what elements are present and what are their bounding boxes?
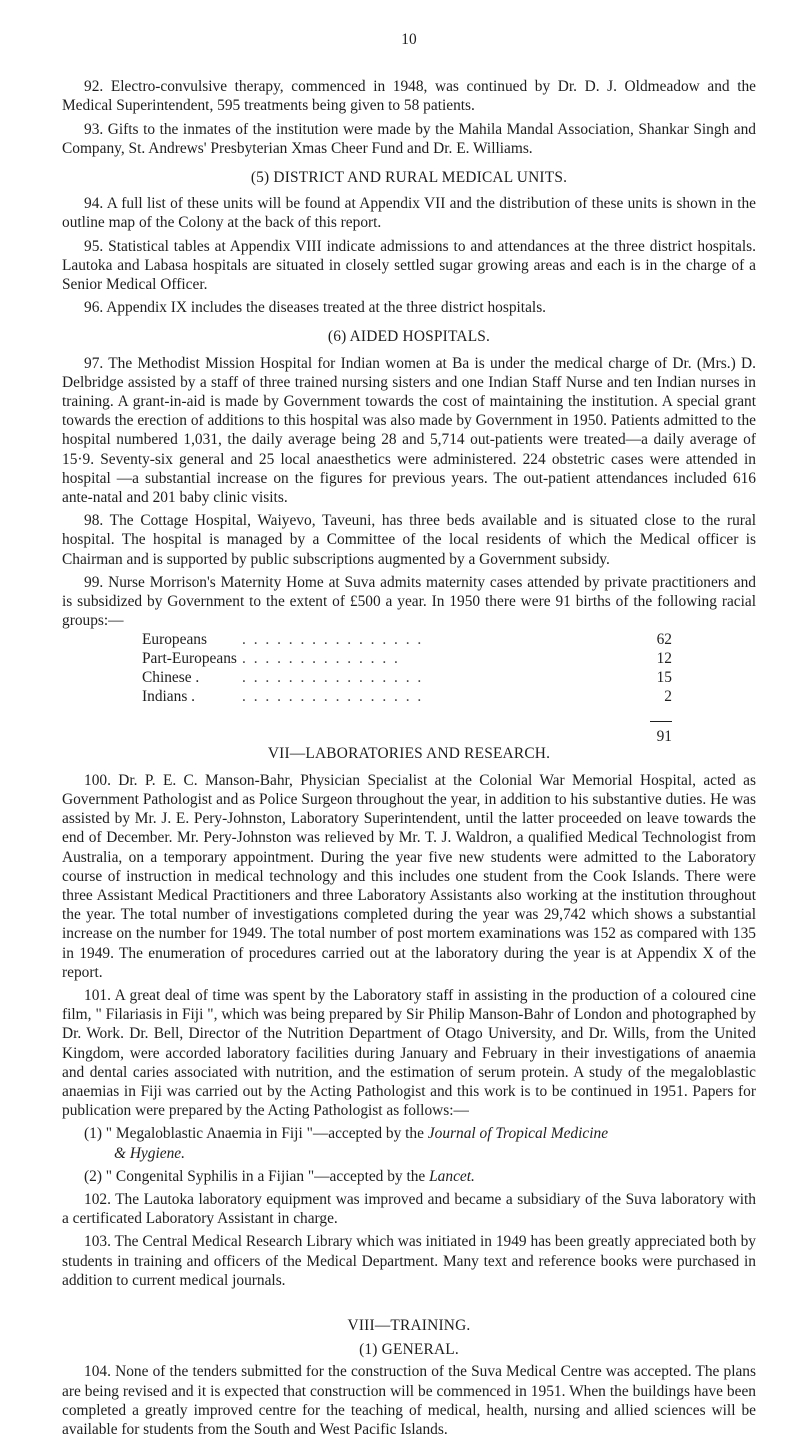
paragraph-102: 102. The Lautoka laboratory equipment was improved and became a subsidiary of the Suva laboratory with a certificated Laboratory Assistant in charge. (62, 1190, 756, 1228)
publication-1-text: (1) " Megaloblastic Anaemia in Fiji "—accepted by the (84, 1125, 428, 1143)
births-count: 12 (656, 650, 672, 668)
births-count: 15 (656, 669, 672, 687)
table-row (142, 649, 672, 668)
publication-2-text: (2) " Congenital Syphilis in a Fijian "—accepted by the (84, 1167, 430, 1185)
paragraph-95: 95. Statistical tables at Appendix VIII indicate admissions to and attendances at the three district hospitals. Lautoka and Labasa hospitals are situated in closely settled sugar growing areas and each is in the charge of a Senior Medical Officer. (62, 237, 756, 294)
leader-dots: . . . . . . . . . . . . . . . . (242, 669, 424, 687)
paragraph-104: 104. None of the tenders submitted for the construction of the Suva Medical Centre was accepted. The plans are being revised and it is expected that construction will be commenced in 1951. When the buildings have been completed a greatly improved centre for the teaching of medical, health, nursing and allied sciences will be available for students from the South and West Pacific Islands. (62, 1363, 756, 1438)
paragraph-99: 99. Nurse Morrison's Maternity Home at Suva admits maternity cases attended by private practitioners and is subsidized by Government to the extent of £500 a year. In 1950 there were 91 births of the following racial groups:— (62, 573, 756, 630)
leader-dots: . . . . . . . . . . . . . . (242, 650, 400, 668)
section-heading-training: VIII—TRAINING. (347, 1316, 471, 1334)
paragraph-94: 94. A full list of these units will be found at Appendix VII and the distribution of these units is shown in the outline map of the Colony at the back of this report. (62, 195, 756, 232)
table-row (142, 687, 672, 706)
total-rule (650, 721, 672, 722)
births-total-row (142, 706, 672, 746)
leader-dots: . . . . . . . . . . . . . . . . (242, 688, 424, 706)
publication-1-journal-cont: & Hygiene. (114, 1144, 185, 1162)
births-count: 2 (664, 688, 672, 706)
paragraph-101: 101. A great deal of time was spent by the Laboratory staff in assisting in the production of a coloured cine film, " Filariasis in Fiji ", which was being prepared by Sir Philip Manson-Bahr of London and photographed by Dr. Work. Dr. Bell, Director of the Nutrition Department of Otago University, and Dr. Wills, from the United Kingdom, were accorded laboratory facilities during January and February in their investigations of anaemia and dental caries associated with nutrition, and the estimation of serum protein. A study of the megaloblastic anaemias in Fiji was carried out by the Acting Pathologist and this work is to be continued in 1951. Papers for publication were prepared by the Acting Pathologist as follows:— (62, 986, 756, 1120)
table-row (142, 668, 672, 687)
section-heading-district-rural-units: (5) DISTRICT AND RURAL MEDICAL UNITS. (250, 169, 568, 187)
publication-item-1 (62, 1124, 756, 1162)
publication-1-journal: Journal of Tropical Medicine (427, 1125, 609, 1143)
section-heading-aided-hospitals: (6) AIDED HOSPITALS. (327, 328, 491, 346)
paragraph-93: 93. Gifts to the inmates of the institution were made by the Mahila Mandal Association, Shankar Singh and Company, St. Andrews' Presbyterian Xmas Cheer Fund and Dr. E. Williams. (62, 120, 756, 157)
paragraph-96: 96. Appendix IX includes the diseases treated at the three district hospitals. (84, 299, 547, 317)
paragraph-100: 100. Dr. P. E. C. Manson-Bahr, Physician Specialist at the Colonial War Memorial Hospital, acted as Government Pathologist and as Police Surgeon throughout the year, in addition to his substantive duties. He was assisted by Mr. J. E. Pery-Johnston, Laboratory Superintendent, until the latter proceeded on leave towards the end of December. Mr. Pery-Johnston was relieved by Mr. T. J. Waldron, a qualified Medical Technologist from Australia, on a temporary appointment. During the year five new students were admitted to the Laboratory course of instruction in medical technology and this includes one student from the Cook Islands. There were three Assistant Medical Practitioners and three Laboratory Assistants also working at the institution throughout the year. The total number of investigations completed during the year was 29,742 which shows a substantial increase on the number for 1949. The total number of post mortem examinations was 152 as compared with 135 in 1949. The enumeration of procedures carried out at the laboratory during the year is at Appendix X of the report. (62, 771, 756, 981)
births-group-label: Europeans (142, 631, 207, 649)
subsection-heading-general: (1) GENERAL. (359, 1341, 459, 1359)
section-heading-laboratories: VII—LABORATORIES AND RESEARCH. (267, 745, 551, 763)
births-group-label: Chinese . (142, 669, 200, 687)
paragraph-92: 92. Electro-convulsive therapy, commenced in 1948, was continued by Dr. D. J. Oldmeadow and the Medical Superintendent, 595 treatments being given to 58 patients. (62, 78, 756, 115)
page-number: 10 (401, 31, 417, 48)
publication-2-journal: Lancet. (429, 1167, 475, 1185)
paragraph-98: 98. The Cottage Hospital, Waiyevo, Taveuni, has three beds available and is situated close to the rural hospital. The hospital is managed by a Committee of the local residents of which the Medical officer is Chairman and is supported by public subscriptions augmented by a Government subsidy. (62, 512, 756, 568)
paragraph-97: 97. The Methodist Mission Hospital for Indian women at Ba is under the medical charge of Dr. (Mrs.) D. Delbridge assisted by a staff of three trained nursing sisters and one Indian Staff Nurse and ten Indian nurses in training. A grant-in-aid is made by Government towards the cost of maintaining the institution. A special grant towards the erection of additions to this hospital was also made by Government in 1950. Patients admitted to the hospital numbered 1,031, the daily average being 28 and 5,714 out-patients were treated—a daily average of 15·9. Seventy-six general and 25 local anaesthetics were administered. 224 obstetric cases were attended in hospital —a substantial increase on the figures for previous years. The out-patient attendances included 616 ante-natal and 201 baby clinic visits. (62, 354, 756, 507)
publication-item-2 (62, 1167, 756, 1186)
births-group-label: Part-Europeans (142, 650, 237, 668)
table-row (142, 630, 672, 649)
births-table (142, 630, 672, 746)
births-count: 62 (656, 631, 672, 649)
births-group-label: Indians . (142, 688, 196, 706)
leader-dots: . . . . . . . . . . . . . . . . (242, 631, 424, 649)
paragraph-103: 103. The Central Medical Research Library which was initiated in 1949 has been greatly appreciated both by students in training and officers of the Medical Department. Many text and reference books were purchased in addition to current medical journals. (62, 1233, 756, 1289)
births-total: 91 (656, 728, 672, 746)
